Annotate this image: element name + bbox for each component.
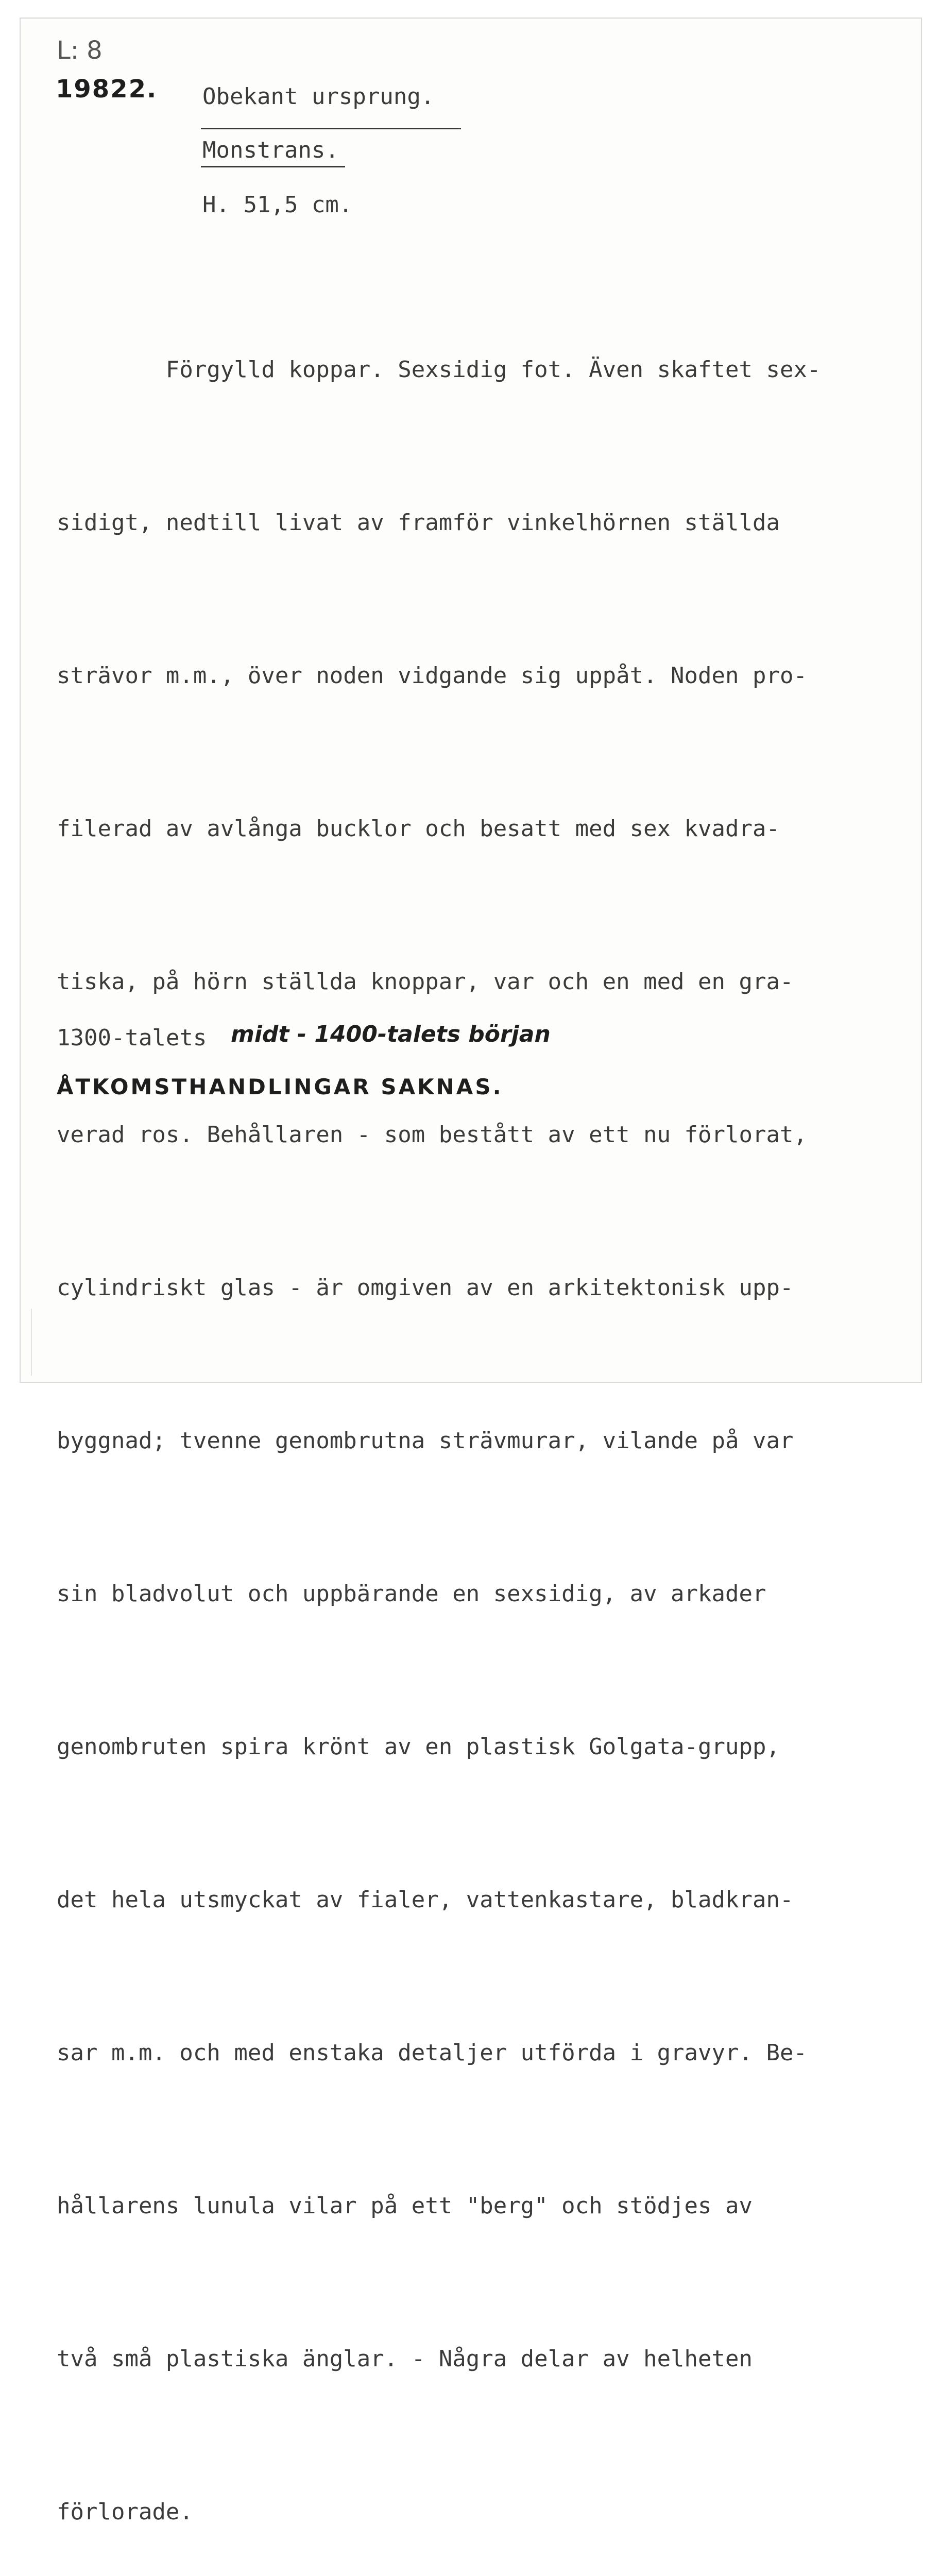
description-line: verad ros. Behållaren - som bestått av ett nu förlorat, [57, 1122, 807, 1148]
description-line: sar m.m. och med enstaka detaljer utförda i gravyr. Be- [57, 2040, 807, 2066]
description-line: sin bladvolut och uppbärande en sexsidig, av arkader [57, 1581, 766, 1607]
dating-typed: 1300-talets [57, 1025, 207, 1051]
description-line: genombruten spira krönt av en plastisk Golgata-grupp, [57, 1734, 780, 1760]
description-line: strävor m.m., över noden vidgande sig uppåt. Noden pro- [57, 663, 807, 689]
origin-heading: Obekant ursprung. [202, 83, 435, 110]
dating-handwritten: midt - 1400-talets början [231, 1021, 551, 1047]
scan-margin-mark [31, 1309, 32, 1376]
description-line: sidigt, nedtill livat av framför vinkelhörnen ställda [57, 510, 780, 536]
description-line: det hela utsmyckat av fialer, vattenkastare, bladkran- [57, 1887, 794, 1913]
object-underline [201, 166, 345, 167]
shelf-mark: L: 8 [57, 36, 102, 65]
provenance-note: ÅTKOMSTHANDLINGAR SAKNAS. [57, 1074, 503, 1099]
catalogue-number: 19822. [56, 75, 158, 104]
dimensions: H. 51,5 cm. [202, 192, 353, 218]
heading-underline [201, 128, 461, 129]
object-type: Monstrans. [202, 137, 339, 163]
description-line: byggnad; tvenne genombrutna strävmurar, vilande på var [57, 1428, 794, 1454]
description-line: hållarens lunula vilar på ett "berg" och stödjes av [57, 2193, 753, 2219]
description [57, 242, 821, 2576]
description-line: förlorade. [57, 2499, 193, 2525]
description-line: filerad av avlånga bucklor och besatt med sex kvadra- [57, 816, 780, 842]
description-line: Förgylld koppar. Sexsidig fot. Även skaftet sex- [57, 357, 821, 383]
description-line: två små plastiska änglar. - Några delar av helheten [57, 2346, 753, 2372]
description-line: tiska, på hörn ställda knoppar, var och en med en gra- [57, 969, 794, 995]
description-line: cylindriskt glas - är omgiven av en arkitektonisk upp- [57, 1275, 794, 1301]
